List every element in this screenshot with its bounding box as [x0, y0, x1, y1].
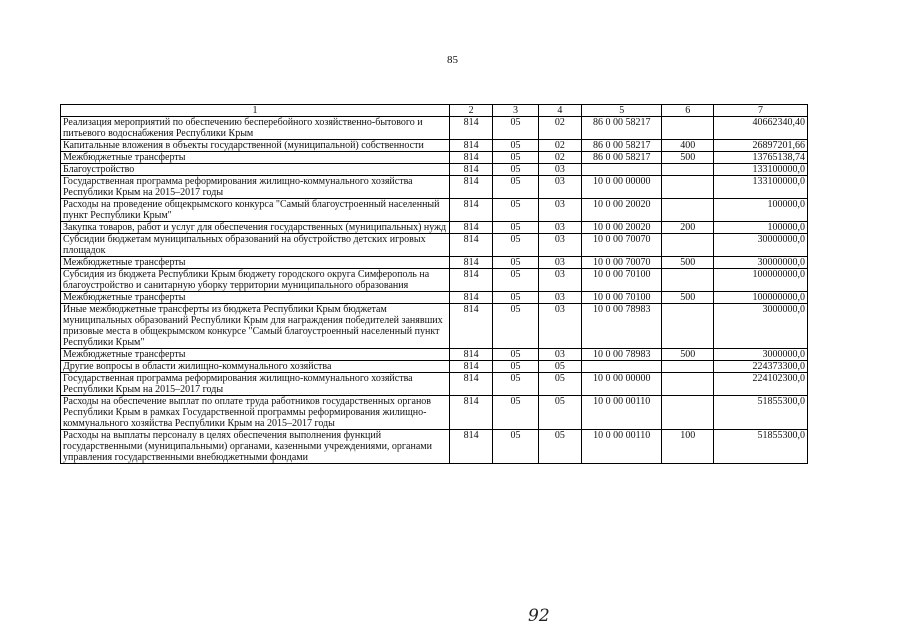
- expense-type-cell: [662, 234, 714, 257]
- expense-type-cell: [662, 199, 714, 222]
- ministry-code-cell: 814: [449, 117, 492, 140]
- amount-cell: 224373300,0: [714, 361, 808, 373]
- target-article-cell: [582, 361, 662, 373]
- subsection-code-cell: 03: [538, 222, 581, 234]
- ministry-code-cell: 814: [449, 234, 492, 257]
- amount-cell: 26897201,66: [714, 140, 808, 152]
- section-code-cell: 05: [493, 176, 538, 199]
- target-article-cell: 10 0 00 00110: [582, 396, 662, 430]
- expense-type-cell: [662, 117, 714, 140]
- table-row: [61, 349, 808, 361]
- target-article-cell: 10 0 00 00000: [582, 373, 662, 396]
- expense-type-cell: [662, 269, 714, 292]
- target-article-cell: [582, 164, 662, 176]
- amount-cell: 3000000,0: [714, 304, 808, 349]
- amount-cell: 51855300,0: [714, 430, 808, 464]
- expense-type-cell: 400: [662, 140, 714, 152]
- ministry-code-cell: 814: [449, 152, 492, 164]
- target-article-cell: 10 0 00 00110: [582, 430, 662, 464]
- expense-type-cell: 200: [662, 222, 714, 234]
- row-name-cell: Субсидия из бюджета Республики Крым бюджету городского округа Симферополь на благоустройство и санитарную уборку территории муниципального образования: [61, 269, 450, 292]
- section-code-cell: 05: [493, 152, 538, 164]
- ministry-code-cell: 814: [449, 164, 492, 176]
- amount-cell: 3000000,0: [714, 349, 808, 361]
- table-row: [61, 199, 808, 222]
- section-code-cell: 05: [493, 140, 538, 152]
- row-name-cell: Государственная программа реформирования жилищно-коммунального хозяйства Республики Крым на 2015–2017 годы: [61, 176, 450, 199]
- expense-type-cell: 500: [662, 292, 714, 304]
- table-row: [61, 164, 808, 176]
- table-row: [61, 234, 808, 257]
- subsection-code-cell: 03: [538, 234, 581, 257]
- table-body: [61, 117, 808, 464]
- target-article-cell: 86 0 00 58217: [582, 117, 662, 140]
- row-name-cell: Капитальные вложения в объекты государственной (муниципальной) собственности: [61, 140, 450, 152]
- ministry-code-cell: 814: [449, 349, 492, 361]
- expense-type-cell: [662, 176, 714, 199]
- section-code-cell: 05: [493, 430, 538, 464]
- amount-cell: 133100000,0: [714, 176, 808, 199]
- ministry-code-cell: 814: [449, 373, 492, 396]
- table-row: [61, 176, 808, 199]
- target-article-cell: 86 0 00 58217: [582, 152, 662, 164]
- section-code-cell: 05: [493, 361, 538, 373]
- header-cell: 2: [449, 105, 492, 117]
- section-code-cell: 05: [493, 269, 538, 292]
- expense-type-cell: 100: [662, 430, 714, 464]
- table-row: [61, 292, 808, 304]
- expense-type-cell: 500: [662, 257, 714, 269]
- table-row: [61, 257, 808, 269]
- ministry-code-cell: 814: [449, 222, 492, 234]
- subsection-code-cell: 03: [538, 269, 581, 292]
- ministry-code-cell: 814: [449, 257, 492, 269]
- header-cell: 5: [582, 105, 662, 117]
- section-code-cell: 05: [493, 396, 538, 430]
- target-article-cell: 10 0 00 78983: [582, 349, 662, 361]
- amount-cell: 13765138,74: [714, 152, 808, 164]
- target-article-cell: 10 0 00 00000: [582, 176, 662, 199]
- section-code-cell: 05: [493, 117, 538, 140]
- subsection-code-cell: 03: [538, 164, 581, 176]
- section-code-cell: 05: [493, 199, 538, 222]
- section-code-cell: 05: [493, 257, 538, 269]
- section-code-cell: 05: [493, 164, 538, 176]
- subsection-code-cell: 03: [538, 349, 581, 361]
- amount-cell: 100000,0: [714, 222, 808, 234]
- amount-cell: 224102300,0: [714, 373, 808, 396]
- header-row: [61, 105, 808, 117]
- target-article-cell: 10 0 00 70100: [582, 269, 662, 292]
- table-row: [61, 373, 808, 396]
- target-article-cell: 10 0 00 20020: [582, 222, 662, 234]
- amount-cell: 100000000,0: [714, 269, 808, 292]
- table-row: [61, 396, 808, 430]
- ministry-code-cell: 814: [449, 430, 492, 464]
- ministry-code-cell: 814: [449, 361, 492, 373]
- table-row: [61, 269, 808, 292]
- subsection-code-cell: 02: [538, 117, 581, 140]
- handwritten-page-mark: 92: [528, 606, 550, 626]
- row-name-cell: Межбюджетные трансферты: [61, 349, 450, 361]
- row-name-cell: Иные межбюджетные трансферты из бюджета Республики Крым бюджетам муниципальных образований Республики Крым для награждения победителей занявших призовые места в общекрымском конкурсе "Самый благоустроенный населенный пункт Республики Крым": [61, 304, 450, 349]
- target-article-cell: 10 0 00 70100: [582, 292, 662, 304]
- budget-table: [60, 104, 808, 464]
- row-name-cell: Реализация мероприятий по обеспечению бесперебойного хозяйственно-бытового и питьевого водоснабжения Республики Крым: [61, 117, 450, 140]
- table-row: [61, 222, 808, 234]
- header-cell: 6: [662, 105, 714, 117]
- header-cell: 4: [538, 105, 581, 117]
- row-name-cell: Субсидии бюджетам муниципальных образований на обустройство детских игровых площадок: [61, 234, 450, 257]
- section-code-cell: 05: [493, 292, 538, 304]
- subsection-code-cell: 05: [538, 396, 581, 430]
- amount-cell: 100000000,0: [714, 292, 808, 304]
- amount-cell: 133100000,0: [714, 164, 808, 176]
- row-name-cell: Государственная программа реформирования жилищно-коммунального хозяйства Республики Крым на 2015–2017 годы: [61, 373, 450, 396]
- header-cell: 1: [61, 105, 450, 117]
- section-code-cell: 05: [493, 373, 538, 396]
- expense-type-cell: [662, 361, 714, 373]
- section-code-cell: 05: [493, 349, 538, 361]
- ministry-code-cell: 814: [449, 199, 492, 222]
- subsection-code-cell: 03: [538, 304, 581, 349]
- table-row: [61, 117, 808, 140]
- amount-cell: 40662340,40: [714, 117, 808, 140]
- subsection-code-cell: 03: [538, 176, 581, 199]
- section-code-cell: 05: [493, 304, 538, 349]
- header-cell: 7: [714, 105, 808, 117]
- subsection-code-cell: 02: [538, 140, 581, 152]
- subsection-code-cell: 03: [538, 257, 581, 269]
- row-name-cell: Благоустройство: [61, 164, 450, 176]
- row-name-cell: Межбюджетные трансферты: [61, 257, 450, 269]
- amount-cell: 100000,0: [714, 199, 808, 222]
- row-name-cell: Межбюджетные трансферты: [61, 292, 450, 304]
- subsection-code-cell: 02: [538, 152, 581, 164]
- target-article-cell: 86 0 00 58217: [582, 140, 662, 152]
- amount-cell: 30000000,0: [714, 234, 808, 257]
- table-row: [61, 152, 808, 164]
- row-name-cell: Расходы на выплаты персоналу в целях обеспечения выполнения функций государственными (муниципальными) органами, казенными учреждениями, органами управления государственными внебюджетными фондами: [61, 430, 450, 464]
- table-row: [61, 430, 808, 464]
- row-name-cell: Закупка товаров, работ и услуг для обеспечения государственных (муниципальных) нужд: [61, 222, 450, 234]
- expense-type-cell: [662, 164, 714, 176]
- target-article-cell: 10 0 00 70070: [582, 234, 662, 257]
- page-number: 85: [447, 54, 458, 66]
- ministry-code-cell: 814: [449, 292, 492, 304]
- row-name-cell: Межбюджетные трансферты: [61, 152, 450, 164]
- ministry-code-cell: 814: [449, 269, 492, 292]
- ministry-code-cell: 814: [449, 304, 492, 349]
- expense-type-cell: [662, 304, 714, 349]
- ministry-code-cell: 814: [449, 176, 492, 199]
- section-code-cell: 05: [493, 222, 538, 234]
- subsection-code-cell: 05: [538, 430, 581, 464]
- row-name-cell: Расходы на обеспечение выплат по оплате труда работников государственных органов Республики Крым в рамках Государственной программы реформирования жилищно-коммунального хозяйства Республики Крым на 2015–2017 годы: [61, 396, 450, 430]
- amount-cell: 51855300,0: [714, 396, 808, 430]
- expense-type-cell: 500: [662, 349, 714, 361]
- subsection-code-cell: 05: [538, 373, 581, 396]
- table-row: [61, 140, 808, 152]
- subsection-code-cell: 03: [538, 199, 581, 222]
- target-article-cell: 10 0 00 70070: [582, 257, 662, 269]
- target-article-cell: 10 0 00 78983: [582, 304, 662, 349]
- row-name-cell: Расходы на проведение общекрымского конкурса "Самый благоустроенный населенный пункт Республики Крым": [61, 199, 450, 222]
- header-cell: 3: [493, 105, 538, 117]
- subsection-code-cell: 03: [538, 292, 581, 304]
- section-code-cell: 05: [493, 234, 538, 257]
- expense-type-cell: [662, 396, 714, 430]
- subsection-code-cell: 05: [538, 361, 581, 373]
- row-name-cell: Другие вопросы в области жилищно-коммунального хозяйства: [61, 361, 450, 373]
- ministry-code-cell: 814: [449, 396, 492, 430]
- target-article-cell: 10 0 00 20020: [582, 199, 662, 222]
- table-row: [61, 304, 808, 349]
- expense-type-cell: [662, 373, 714, 396]
- table-row: [61, 361, 808, 373]
- expense-type-cell: 500: [662, 152, 714, 164]
- amount-cell: 30000000,0: [714, 257, 808, 269]
- ministry-code-cell: 814: [449, 140, 492, 152]
